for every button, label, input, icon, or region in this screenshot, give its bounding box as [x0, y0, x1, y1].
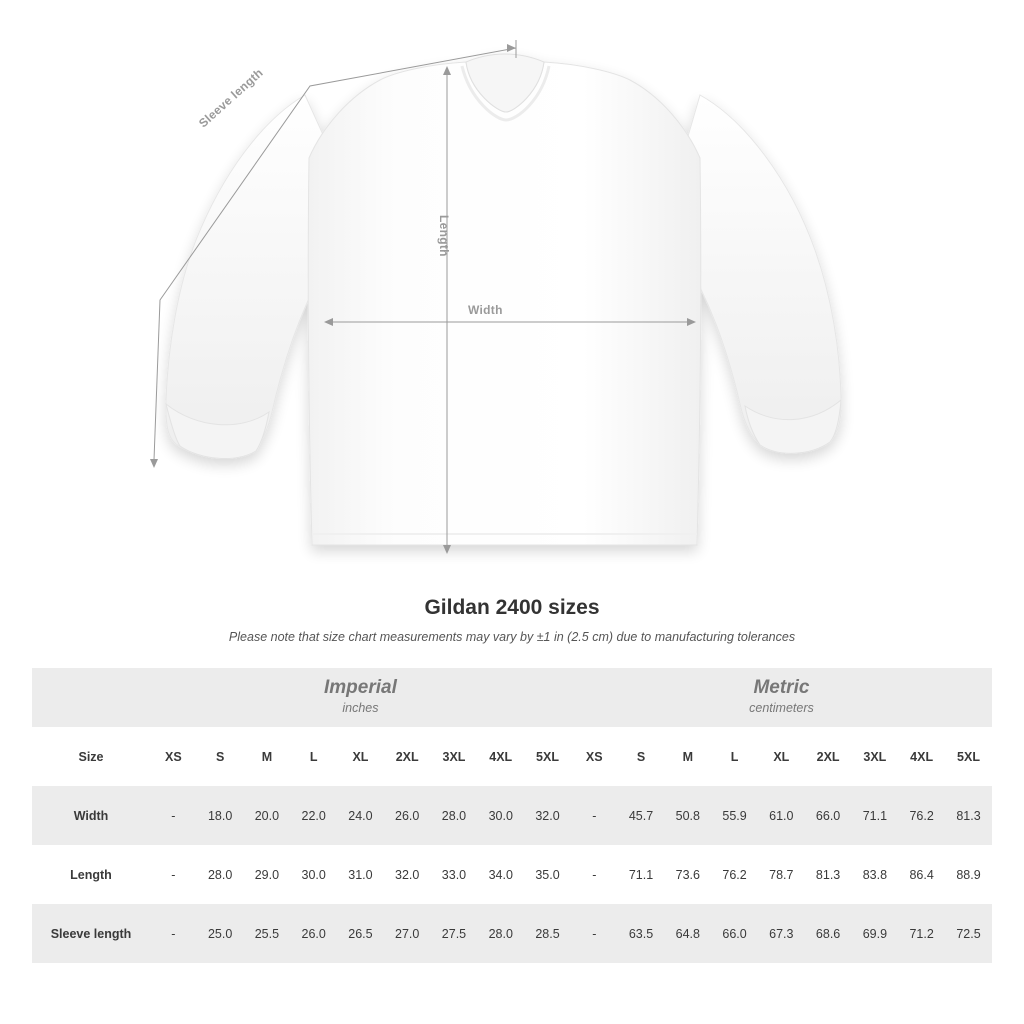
cell-length-met-7: 86.4 — [898, 845, 945, 904]
cell-length-imp-4: 31.0 — [337, 845, 384, 904]
cell-sleeve-imp-8: 28.5 — [524, 904, 571, 963]
size-header-met-2: M — [664, 727, 711, 786]
cell-sleeve-imp-6: 27.5 — [431, 904, 478, 963]
size-header-met-8: 5XL — [945, 727, 992, 786]
size-header-imp-3: L — [290, 727, 337, 786]
cell-width-imp-7: 30.0 — [477, 786, 524, 845]
cell-sleeve-met-0: - — [571, 904, 618, 963]
cell-sleeve-met-6: 69.9 — [851, 904, 898, 963]
cell-width-imp-6: 28.0 — [431, 786, 478, 845]
cell-width-imp-8: 32.0 — [524, 786, 571, 845]
cell-length-met-3: 76.2 — [711, 845, 758, 904]
cell-width-met-3: 55.9 — [711, 786, 758, 845]
size-chart-table — [32, 668, 992, 963]
cell-width-imp-3: 22.0 — [290, 786, 337, 845]
unit-row-spacer — [32, 668, 150, 727]
table-row — [32, 904, 992, 963]
size-header-met-3: L — [711, 727, 758, 786]
unit-header-row — [32, 668, 992, 727]
cell-length-met-5: 81.3 — [805, 845, 852, 904]
cell-length-imp-1: 28.0 — [197, 845, 244, 904]
size-table-wrapper — [32, 668, 992, 963]
unit-imperial-name: Imperial — [324, 676, 397, 698]
size-header-imp-4: XL — [337, 727, 384, 786]
cell-sleeve-met-5: 68.6 — [805, 904, 852, 963]
size-header-imp-5: 2XL — [384, 727, 431, 786]
size-header-imp-2: M — [244, 727, 291, 786]
unit-imperial — [150, 668, 571, 727]
size-header-row — [32, 727, 992, 786]
cell-width-met-7: 76.2 — [898, 786, 945, 845]
cell-length-imp-7: 34.0 — [477, 845, 524, 904]
unit-imperial-sub: inches — [342, 701, 379, 716]
size-header-met-6: 3XL — [851, 727, 898, 786]
cell-width-imp-0: - — [150, 786, 197, 845]
table-row — [32, 786, 992, 845]
cell-length-imp-0: - — [150, 845, 197, 904]
size-header-label: Size — [32, 727, 150, 786]
cell-length-met-1: 71.1 — [618, 845, 665, 904]
cell-sleeve-imp-0: - — [150, 904, 197, 963]
cell-sleeve-imp-7: 28.0 — [477, 904, 524, 963]
cell-width-imp-2: 20.0 — [244, 786, 291, 845]
unit-metric — [571, 668, 992, 727]
cell-length-met-4: 78.7 — [758, 845, 805, 904]
cell-width-met-8: 81.3 — [945, 786, 992, 845]
cell-width-met-2: 50.8 — [664, 786, 711, 845]
cell-sleeve-met-3: 66.0 — [711, 904, 758, 963]
cell-length-imp-6: 33.0 — [431, 845, 478, 904]
size-header-imp-0: XS — [150, 727, 197, 786]
cell-width-met-4: 61.0 — [758, 786, 805, 845]
cell-length-imp-3: 30.0 — [290, 845, 337, 904]
cell-sleeve-imp-3: 26.0 — [290, 904, 337, 963]
table-row — [32, 845, 992, 904]
cell-sleeve-met-1: 63.5 — [618, 904, 665, 963]
cell-width-imp-1: 18.0 — [197, 786, 244, 845]
cell-length-met-6: 83.8 — [851, 845, 898, 904]
cell-sleeve-met-2: 64.8 — [664, 904, 711, 963]
unit-metric-sub: centimeters — [749, 701, 814, 716]
size-header-imp-1: S — [197, 727, 244, 786]
size-header-met-4: XL — [758, 727, 805, 786]
size-header-met-7: 4XL — [898, 727, 945, 786]
cell-width-imp-4: 24.0 — [337, 786, 384, 845]
cell-width-met-0: - — [571, 786, 618, 845]
length-label: Length — [437, 215, 451, 257]
cell-sleeve-met-8: 72.5 — [945, 904, 992, 963]
row-label-length: Length — [32, 845, 150, 904]
cell-width-met-6: 71.1 — [851, 786, 898, 845]
width-label: Width — [468, 303, 503, 317]
cell-length-imp-8: 35.0 — [524, 845, 571, 904]
row-label-width: Width — [32, 786, 150, 845]
cell-sleeve-imp-1: 25.0 — [197, 904, 244, 963]
chart-heading — [0, 596, 1024, 644]
size-header-met-5: 2XL — [805, 727, 852, 786]
cell-sleeve-imp-5: 27.0 — [384, 904, 431, 963]
cell-length-met-8: 88.9 — [945, 845, 992, 904]
tolerance-note: Please note that size chart measurements may vary by ±1 in (2.5 cm) due to manufacturing tolerances — [228, 630, 796, 644]
cell-length-imp-5: 32.0 — [384, 845, 431, 904]
cell-length-imp-2: 29.0 — [244, 845, 291, 904]
cell-sleeve-imp-4: 26.5 — [337, 904, 384, 963]
cell-length-met-2: 73.6 — [664, 845, 711, 904]
size-header-imp-7: 4XL — [477, 727, 524, 786]
cell-length-met-0: - — [571, 845, 618, 904]
cell-sleeve-met-7: 71.2 — [898, 904, 945, 963]
cell-width-met-5: 66.0 — [805, 786, 852, 845]
cell-sleeve-imp-2: 25.5 — [244, 904, 291, 963]
size-header-imp-6: 3XL — [431, 727, 478, 786]
unit-metric-name: Metric — [753, 676, 810, 698]
page-title: Gildan 2400 sizes — [424, 596, 600, 619]
sleeve-length-label: Sleeve length — [196, 65, 266, 131]
size-header-met-0: XS — [571, 727, 618, 786]
row-label-sleeve-length: Sleeve length — [32, 904, 150, 963]
size-header-met-1: S — [618, 727, 665, 786]
cell-sleeve-met-4: 67.3 — [758, 904, 805, 963]
cell-width-imp-5: 26.0 — [384, 786, 431, 845]
size-header-imp-8: 5XL — [524, 727, 571, 786]
cell-width-met-1: 45.7 — [618, 786, 665, 845]
